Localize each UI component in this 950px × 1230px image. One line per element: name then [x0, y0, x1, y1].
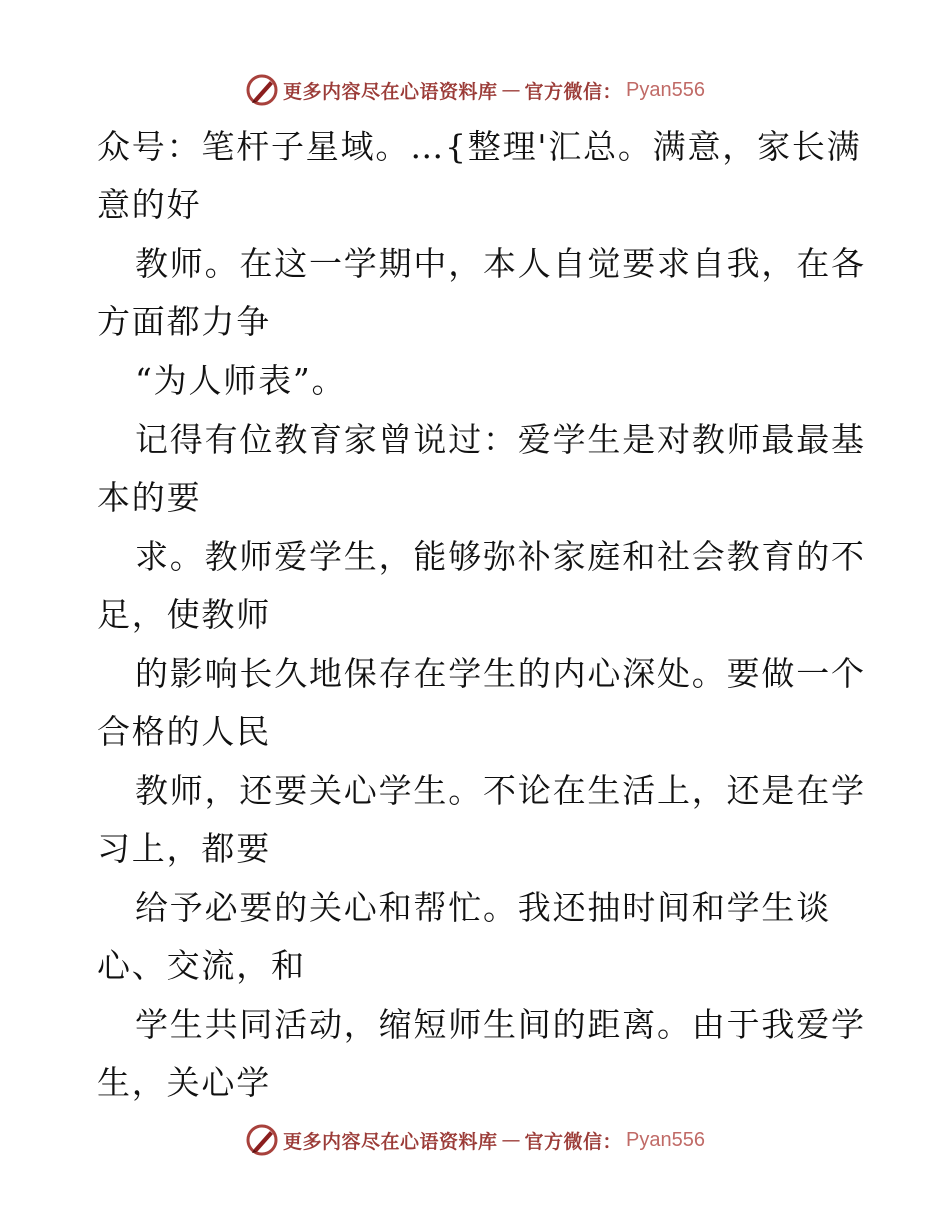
banner-wechat-id: Pyan556 — [626, 78, 705, 101]
text-line: 习上，都要 — [97, 829, 271, 868]
banner-separator: — — [501, 79, 521, 101]
text-line: 生，关心学 — [97, 1063, 271, 1102]
text-line: 学生共同活动，缩短师生间的距离。由于我爱学 — [135, 1005, 866, 1044]
text-line: 给予必要的关心和帮忙。我还抽时间和学生谈 — [135, 888, 831, 927]
text-line: 教师。在这一学期中，本人自觉要求自我，在各 — [135, 244, 866, 283]
text-line: 意的好 — [97, 185, 202, 224]
text-line: 的影响长久地保存在学生的内心深处。要做一个 — [135, 654, 866, 693]
banner-title: 更多内容尽在心语资料库 — [283, 1130, 498, 1153]
pen-logo-icon — [245, 1123, 279, 1157]
banner-wechat-label: 官方微信： — [524, 1130, 623, 1153]
footer-banner — [0, 1120, 950, 1160]
banner-separator: — — [501, 1129, 521, 1151]
text-line: 求。教师爱学生，能够弥补家庭和社会教育的不 — [135, 537, 866, 576]
text-line: “为人师表”。 — [135, 361, 347, 400]
text-line: 合格的人民 — [97, 712, 271, 751]
text-line: 教师，还要关心学生。不论在生活上，还是在学 — [135, 771, 866, 810]
banner-title: 更多内容尽在心语资料库 — [283, 80, 498, 103]
text-line: 方面都力争 — [97, 302, 271, 341]
banner-wechat-id: Pyan556 — [626, 1128, 705, 1151]
banner-wechat-label: 官方微信： — [524, 80, 623, 103]
text-line: 心、交流，和 — [97, 946, 306, 985]
text-line: 众号：笔杆子星域。…{整理'汇总。满意，家长满 — [97, 127, 862, 166]
text-line: 记得有位教育家曾说过：爱学生是对教师最最基 — [135, 420, 866, 459]
text-line: 本的要 — [97, 478, 202, 517]
text-line: 足，使教师 — [97, 595, 271, 634]
